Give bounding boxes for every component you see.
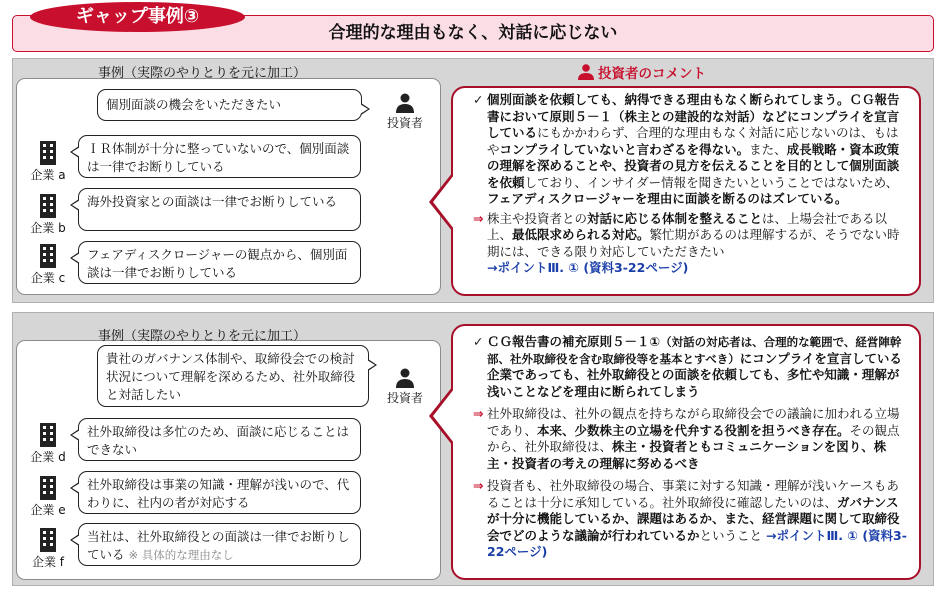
case2-heading: 事例（実際のやりとりを元に加工）	[98, 329, 307, 344]
investor-person-icon	[578, 64, 594, 80]
investor-label: 投資者	[386, 116, 423, 130]
investor-label: 投資者	[386, 391, 423, 405]
comment-paragraph: ✓ 個別面談を依頼しても、納得できる理由もなく断られてしまう。ＣＧ報告書において原則５－１（株主との建設的な対話）などにコンプライを宣言しているにもかかわらず、合理的な理由もなく対話に応じないのは、もはやコンプライしていないと言わざるを得ない。また、成長戦略・資本政策の理解を深めることや、投資者の見方を伝えることを目的として個別面談を依頼しており、インサイダー情報を聞きたいということではないため、フェアディスクロージャーを理由に面談を断るのはズレている。	[473, 92, 900, 206]
company-d	[26, 423, 70, 465]
reference-link[interactable]: →ポイントⅢ. ① (資料3-22ページ)	[487, 260, 689, 275]
investor-person-icon	[396, 368, 414, 388]
check-icon: ✓	[473, 334, 484, 349]
company-a	[26, 141, 70, 183]
building-icon	[40, 244, 56, 268]
company-b	[26, 194, 70, 236]
page-title: 合理的な理由もなく、対話に応じない	[12, 15, 934, 52]
case2-comment-box	[451, 324, 921, 580]
case1-heading: 事例（実際のやりとりを元に加工）	[98, 66, 307, 81]
company-e	[26, 476, 70, 518]
case2-investor-request: 貴社のガバナンス体制や、取締役会での検討状況について理解を深めるため、社外取締役と対話したい	[97, 345, 369, 407]
comment-paragraph: ⇒ 株主や投資者との対話に応じる体制を整えることは、上場会社である以上、最低限求められる対応。繁忙期があるのは理解するが、そうでない時期には、できる限り対応していただきたい →ポイントⅢ. ① (資料3-22ページ)	[473, 210, 900, 275]
company-a-reply: ＩＲ体制が十分に整っていないので、個別面談は一律でお断りしている	[78, 135, 361, 178]
comment-paragraph: ⇒ 投資者も、社外取締役の場合、事業に対する知識・理解が浅いケースもあることは十分に承知している。社外取締役に確認したいのは、ガバナンスが十分に機能しているか、課題はあるか、また、経営課題に関して取締役会でどのような議論が行われているかということ →ポイントⅢ. ① (資料3-22ページ)	[473, 478, 907, 559]
no-reason-note: ※ 具体的な理由なし	[128, 548, 234, 562]
company-label: 企業 d	[30, 450, 66, 464]
arrow-right-icon: ⇒	[473, 478, 484, 493]
company-label: 企業 b	[30, 221, 66, 235]
case1-comment-box	[451, 86, 921, 296]
gap-case-tag: ギャップ事例③	[30, 2, 245, 32]
case1-investor	[380, 93, 430, 131]
company-c	[26, 244, 70, 286]
arrow-right-icon: ⇒	[473, 406, 484, 421]
company-label: 企業 e	[30, 503, 66, 517]
arrow-right-icon: ⇒	[473, 210, 484, 226]
building-icon	[40, 528, 56, 552]
company-c-reply: フェアディスクロージャーの観点から、個別面談は一律でお断りしている	[78, 241, 361, 284]
building-icon	[40, 194, 56, 218]
company-f-reply: 当社は、社外取締役との面談は一律でお断りしている ※ 具体的な理由なし	[78, 523, 361, 566]
comment-paragraph: ✓ ＣＧ報告書の補充原則５－１①（対話の対応者は、合理的な範囲で、経営陣幹部、社外取締役を含む取締役等を基本とすべき）にコンプライを宣言している企業であっても、社外取締役との面談を依頼しても、多忙や知識・理解が浅いことなどを理由に断られてしまう	[473, 334, 902, 399]
case1-investor-request: 個別面談の機会をいただきたい	[97, 89, 362, 121]
company-f	[26, 528, 70, 570]
building-icon	[40, 141, 56, 165]
comment-paragraph: ⇒ 社外取締役は、社外の観点を持ちながら取締役会での議論に加われる立場であり、本来、少数株主の立場を代弁する役割を担うべき存在。その観点から、社外取締役は、株主・投資者ともコミュニケーションを図り、株主・投資者の考えの理解に努めるべき	[473, 406, 900, 471]
company-b-reply: 海外投資家との面談は一律でお断りしている	[78, 188, 361, 231]
investor-comment-title: 投資者のコメント	[578, 62, 706, 82]
building-icon	[40, 423, 56, 447]
company-label: 企業 a	[30, 168, 66, 182]
company-label: 企業 c	[30, 271, 66, 285]
reference-link[interactable]: →ポイントⅢ. ① (資料3-22ページ)	[487, 527, 907, 559]
company-e-reply: 社外取締役は事業の知識・理解が浅いので、代わりに、社内の者が対応する	[78, 471, 361, 514]
company-d-reply: 社外取締役は多忙のため、面談に応じることはできない	[78, 418, 361, 461]
investor-person-icon	[396, 93, 414, 113]
case2-investor	[380, 368, 430, 406]
company-label: 企業 f	[31, 555, 65, 569]
check-icon: ✓	[473, 92, 484, 107]
building-icon	[40, 476, 56, 500]
